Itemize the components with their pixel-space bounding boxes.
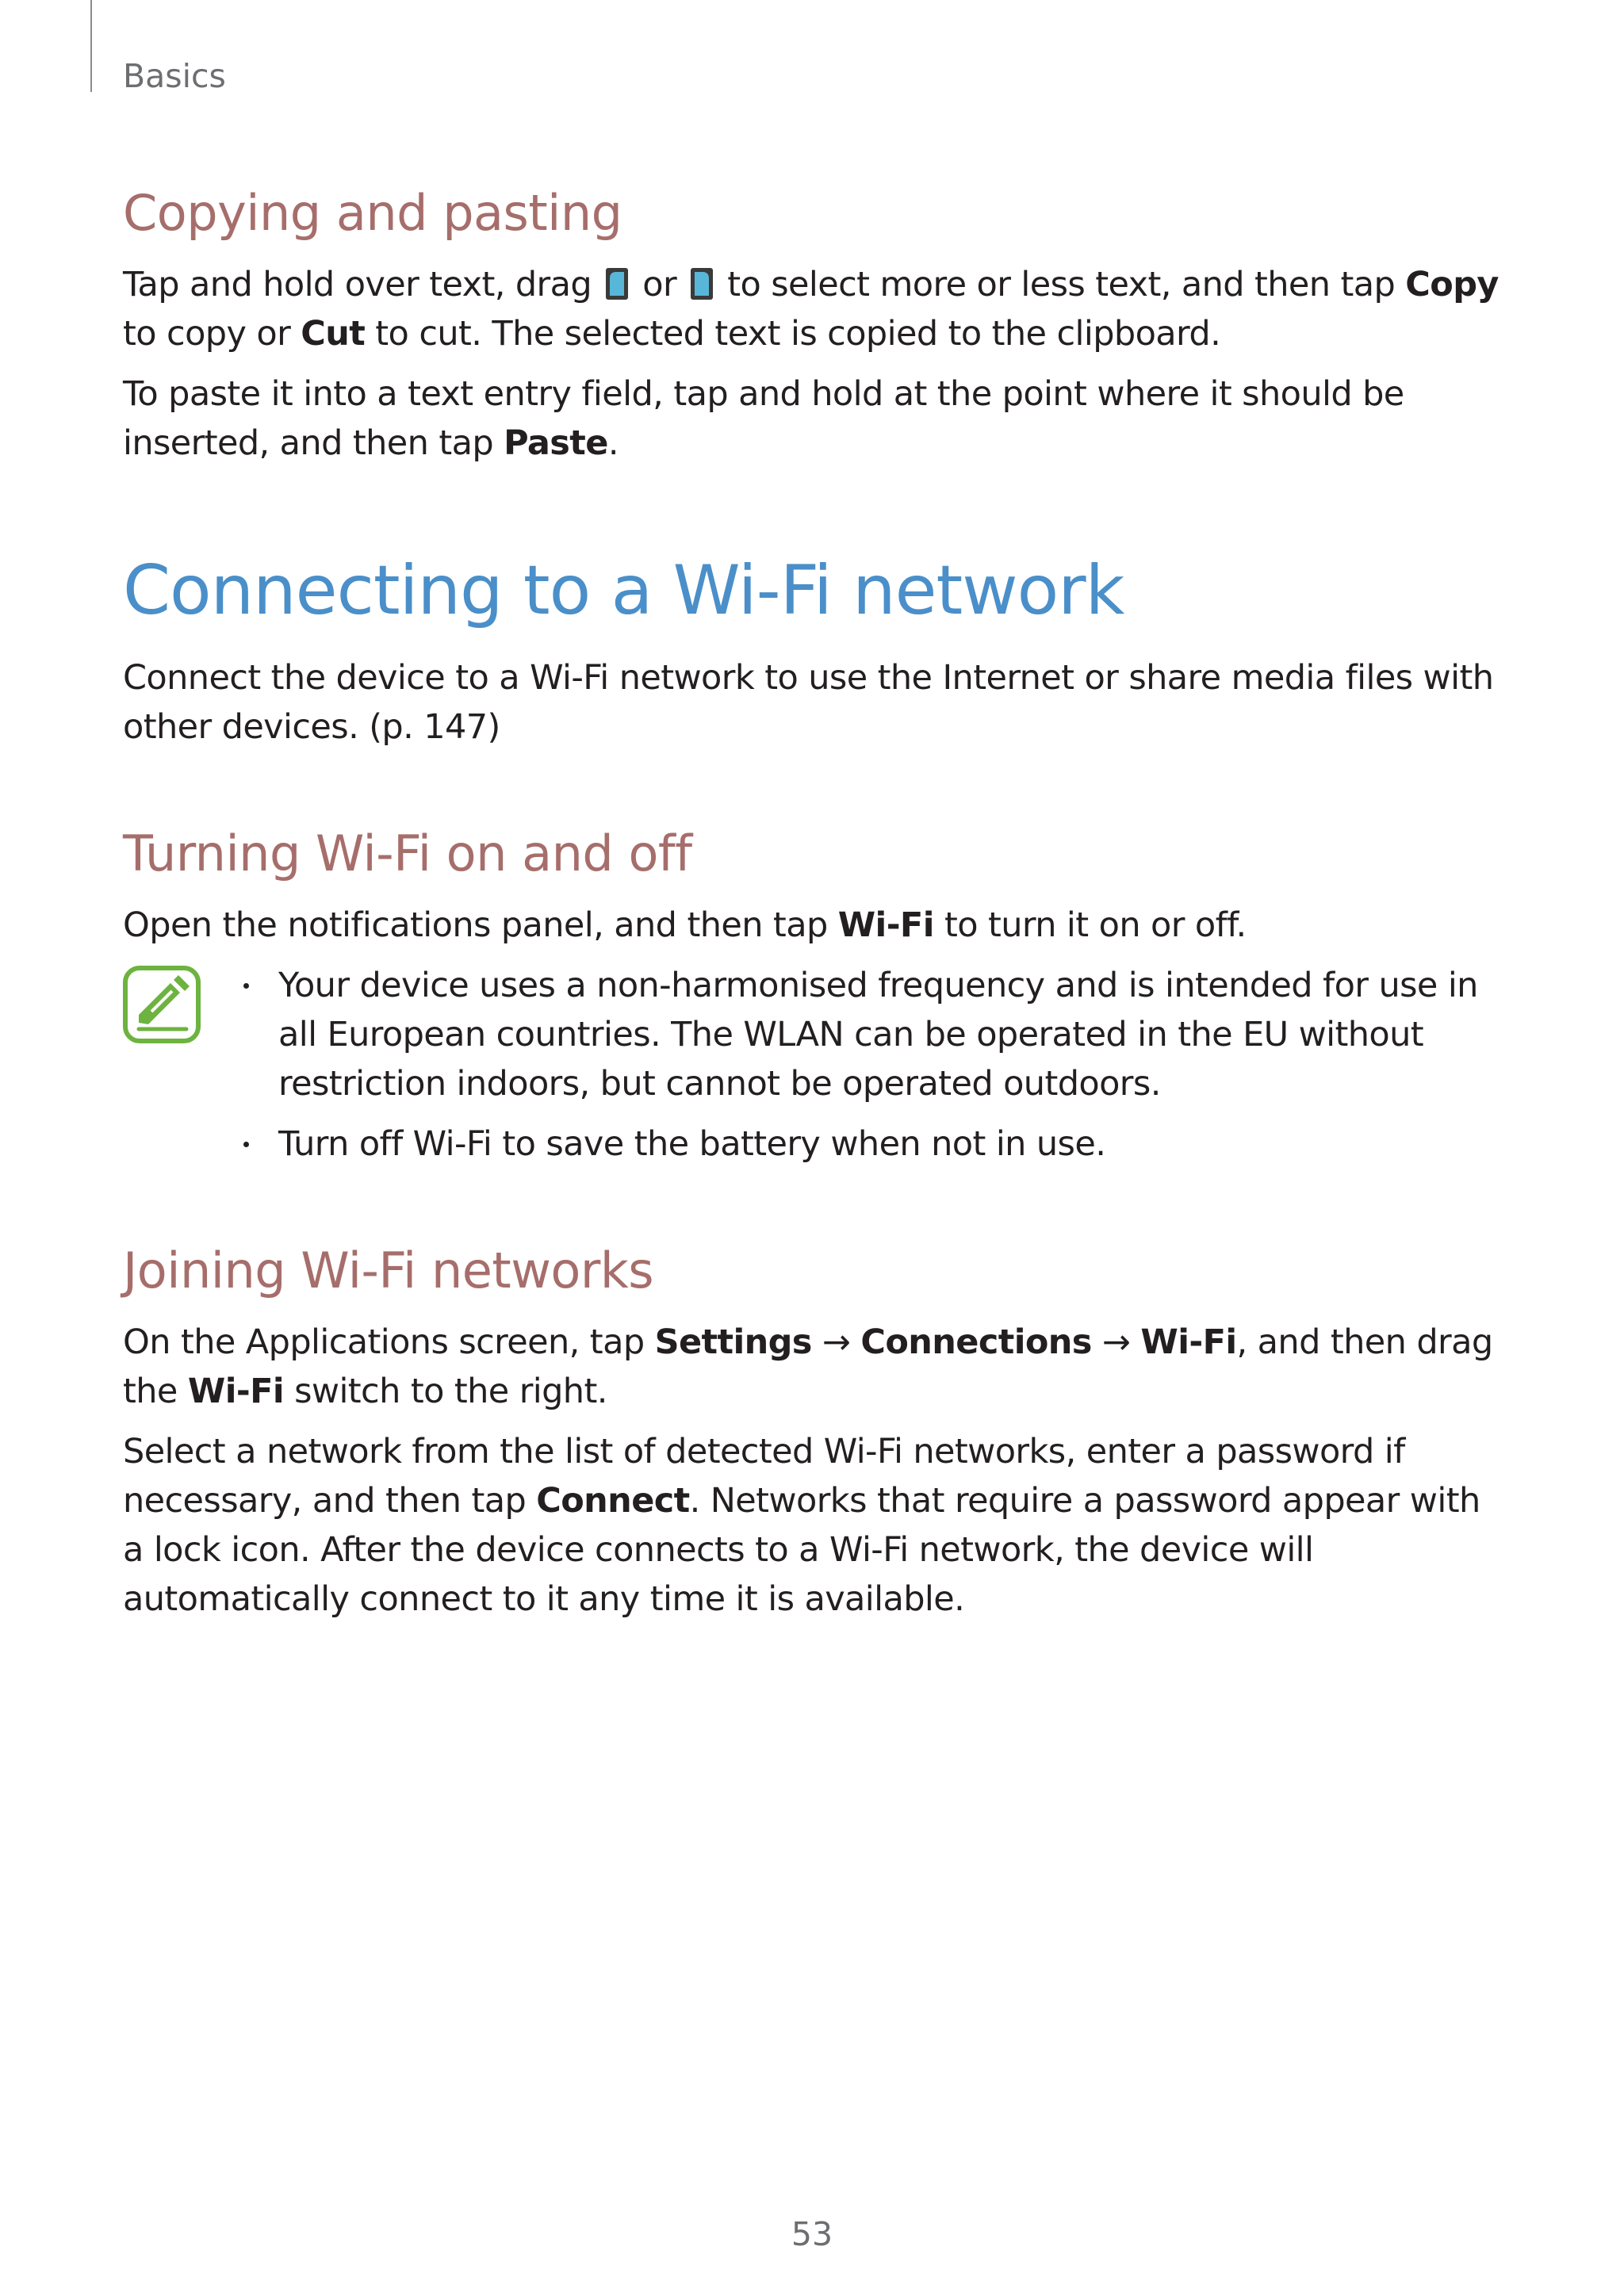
- note-list: [278, 961, 1507, 1169]
- wifi-intro: Connect the device to a Wi-Fi network to use the Internet or share media files with other devices. (p. 147): [123, 657, 1494, 747]
- text-span: On the Applications screen, tap: [123, 1322, 645, 1363]
- copying-paragraph-2: [123, 369, 1507, 468]
- cut-term: Cut: [301, 314, 366, 354]
- note-item: [278, 1119, 1507, 1169]
- page-content: [123, 184, 1507, 1635]
- text-span: .: [607, 423, 619, 464]
- text-span: To paste it into a text entry field, tap and hold at the point where it should be inserted, and then tap: [123, 374, 1404, 464]
- turning-wifi-paragraph: [123, 901, 1507, 950]
- wifi-title: Connecting to a Wi-Fi network: [123, 551, 1124, 631]
- note-pencil-icon: [123, 966, 201, 1043]
- copy-term: Copy: [1405, 265, 1499, 305]
- text-selection-handle-left-icon: [605, 267, 629, 300]
- wifi-term: Wi-Fi: [187, 1372, 284, 1412]
- joining-paragraph-1: [123, 1318, 1507, 1416]
- text-span: Tap and hold over text, drag: [123, 265, 592, 305]
- text-span: to turn it on or off.: [944, 905, 1247, 945]
- copying-paragraph-1: [123, 260, 1507, 358]
- text-span: . Networks that require a password appear with a lock icon. After the device connects to a Wi-Fi network, the device will automatically connect to it any time it is available.: [123, 1481, 1480, 1620]
- text-span: or: [642, 265, 677, 305]
- turning-wifi-title: Turning Wi-Fi on and off: [123, 824, 692, 882]
- text-span: to copy or: [123, 314, 291, 354]
- text-span: to cut. The selected text is copied to the clipboard.: [375, 314, 1221, 354]
- text-span: to select more or less text, and then tap: [727, 265, 1396, 305]
- wifi-term: Wi-Fi: [1140, 1322, 1237, 1363]
- text-span: Select a network from the list of detected Wi-Fi networks, enter a password if necessary, and then tap: [123, 1432, 1405, 1521]
- note-text: Your device uses a non-harmonised frequency and is intended for use in all European countries. The WLAN can be operated in the EU without restriction indoors, but cannot be operated outdoors.: [278, 965, 1478, 1104]
- text-span: switch to the right.: [294, 1372, 607, 1412]
- settings-term: Settings: [654, 1322, 812, 1363]
- copying-title: Copying and pasting: [123, 184, 622, 242]
- wifi-term: Wi-Fi: [837, 905, 934, 945]
- joining-paragraph-2: [123, 1427, 1507, 1624]
- arrow-icon: →: [822, 1322, 851, 1363]
- note-text: Turn off Wi-Fi to save the battery when not in use.: [278, 1123, 1106, 1164]
- page-number: 53: [791, 2215, 833, 2253]
- text-span: Open the notifications panel, and then tap: [123, 905, 828, 945]
- joining-wifi-title: Joining Wi-Fi networks: [123, 1241, 654, 1299]
- connect-term: Connect: [536, 1481, 690, 1521]
- arrow-icon: →: [1101, 1322, 1131, 1363]
- note-item: [278, 961, 1507, 1108]
- connections-term: Connections: [860, 1322, 1092, 1363]
- text-span: , and then drag the: [123, 1322, 1493, 1412]
- note-block: [123, 961, 1507, 1169]
- text-selection-handle-right-icon: [690, 267, 714, 300]
- chapter-label: Basics: [123, 57, 226, 95]
- header-rule: [90, 0, 92, 92]
- paste-term: Paste: [504, 423, 608, 464]
